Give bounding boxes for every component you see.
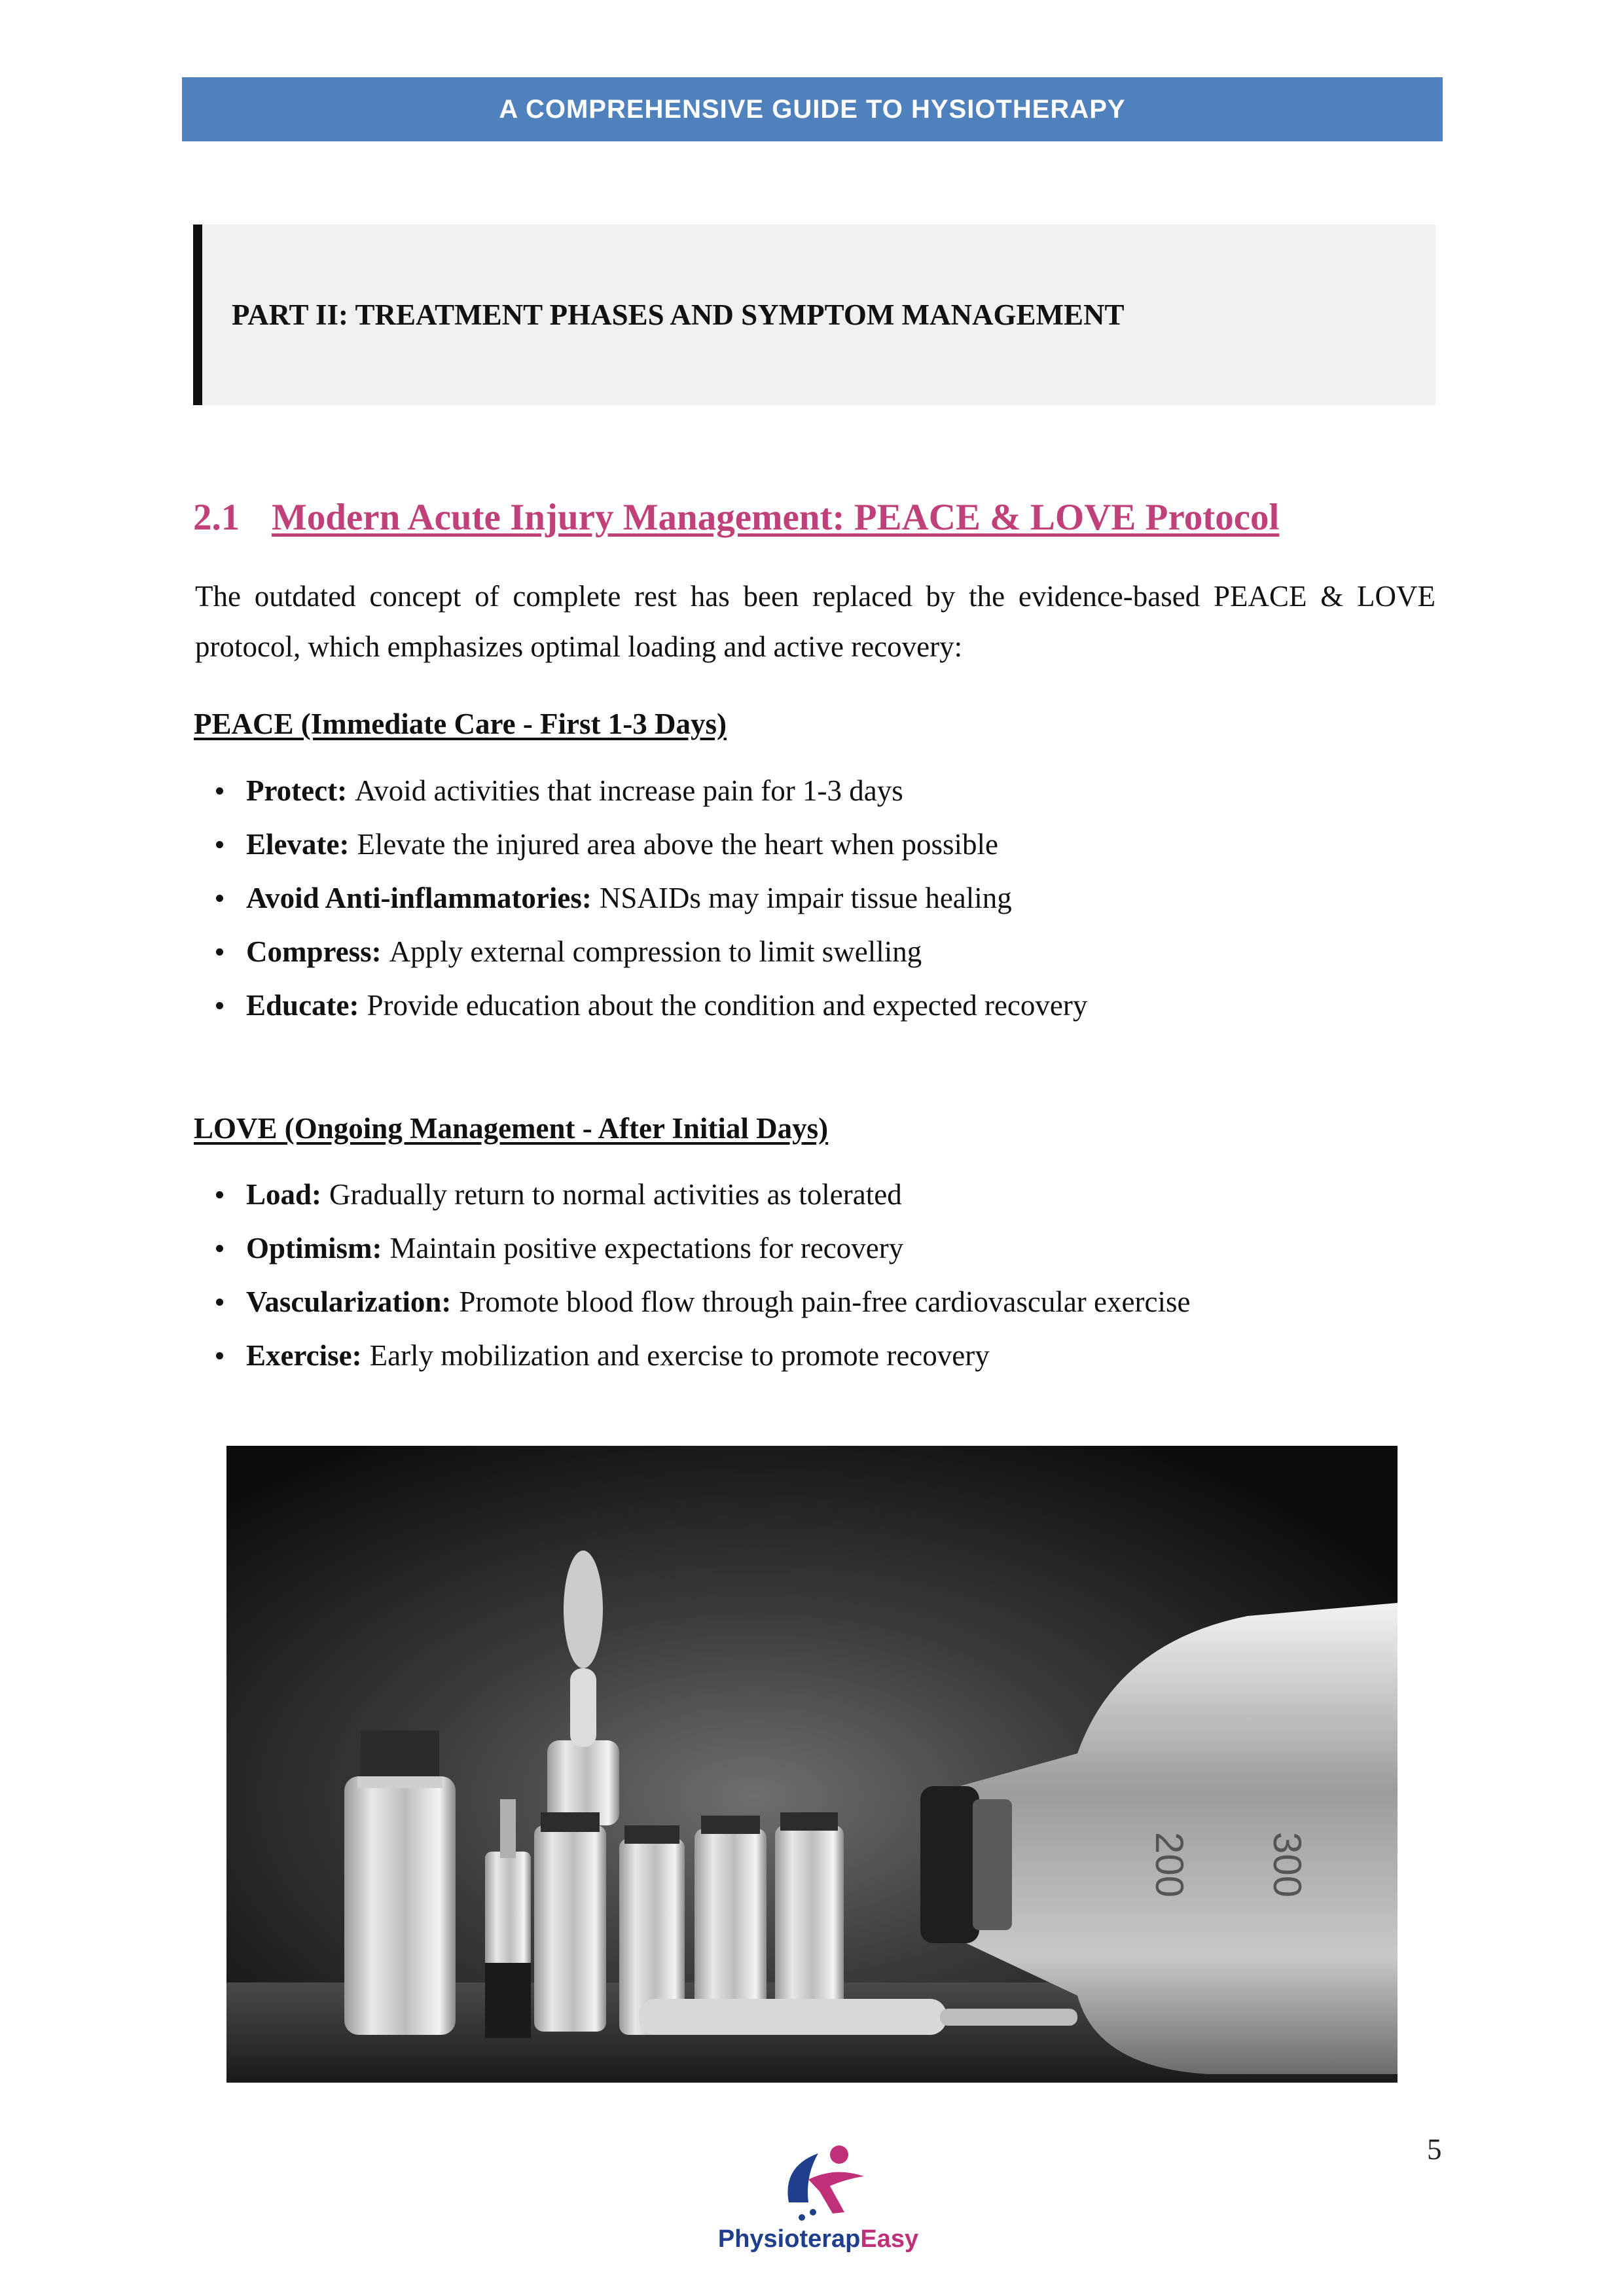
section-number: 2.1 [193,497,240,538]
bullet-icon [216,948,223,956]
part-title-box [193,224,1435,405]
list-item: Educate: Provide education about the condition and expected recovery [216,978,1087,1032]
list-item: Avoid Anti-inflammatories: NSAIDs may impair tissue healing [216,871,1087,925]
bullet-icon [216,1191,223,1198]
svg-text:300: 300 [1265,1832,1309,1898]
bullet-icon [216,841,223,848]
part-title: PART II: TREATMENT PHASES AND SYMPTOM MANAGEMENT [232,298,1125,331]
list-item: Compress: Apply external compression to limit swelling [216,925,1087,978]
list-item: Protect: Avoid activities that increase pain for 1-3 days [216,764,1087,817]
section-intro-paragraph: The outdated concept of complete rest has been replaced by the evidence-based PEACE & LOVE protocol, which emphasizes optimal loading and active recovery: [195,580,1435,663]
list-item: Elevate: Elevate the injured area above the heart when possible [216,817,1087,871]
bullet-icon [216,1299,223,1306]
list-item: Vascularization: Promote blood flow through pain-free cardiovascular exercise [216,1275,1190,1329]
bullet-icon [216,895,223,902]
svg-text:200: 200 [1147,1832,1191,1898]
bullet-icon [216,1352,223,1359]
document-title: A COMPREHENSIVE GUIDE TO HYSIOTHERAPY [499,94,1126,124]
document-header-band [182,77,1443,141]
runner-logo-icon [668,2140,969,2225]
love-heading: LOVE (Ongoing Management - After Initial Days) [194,1112,829,1145]
love-list [216,1168,1190,1382]
physioterapeasy-logo [668,2140,969,2265]
medicine-vials-photo [226,1446,1398,2083]
section-title: Modern Acute Injury Management: PEACE & LOVE Protocol [272,497,1280,538]
bullet-icon [216,787,223,795]
logo-wordmark: PhysioterapEasy [717,2225,919,2253]
page-number: 5 [1427,2133,1442,2166]
list-item: Exercise: Early mobilization and exercise to promote recovery [216,1329,1190,1382]
bullet-icon [216,1002,223,1009]
list-item: Load: Gradually return to normal activities as tolerated [216,1168,1190,1221]
section-heading [193,496,1279,539]
vial-large-left [344,1731,456,2035]
list-item: Optimism: Maintain positive expectations for recovery [216,1221,1190,1275]
peace-list [216,764,1087,1032]
bullet-icon [216,1245,223,1252]
peace-heading: PEACE (Immediate Care - First 1-3 Days) [194,708,727,740]
